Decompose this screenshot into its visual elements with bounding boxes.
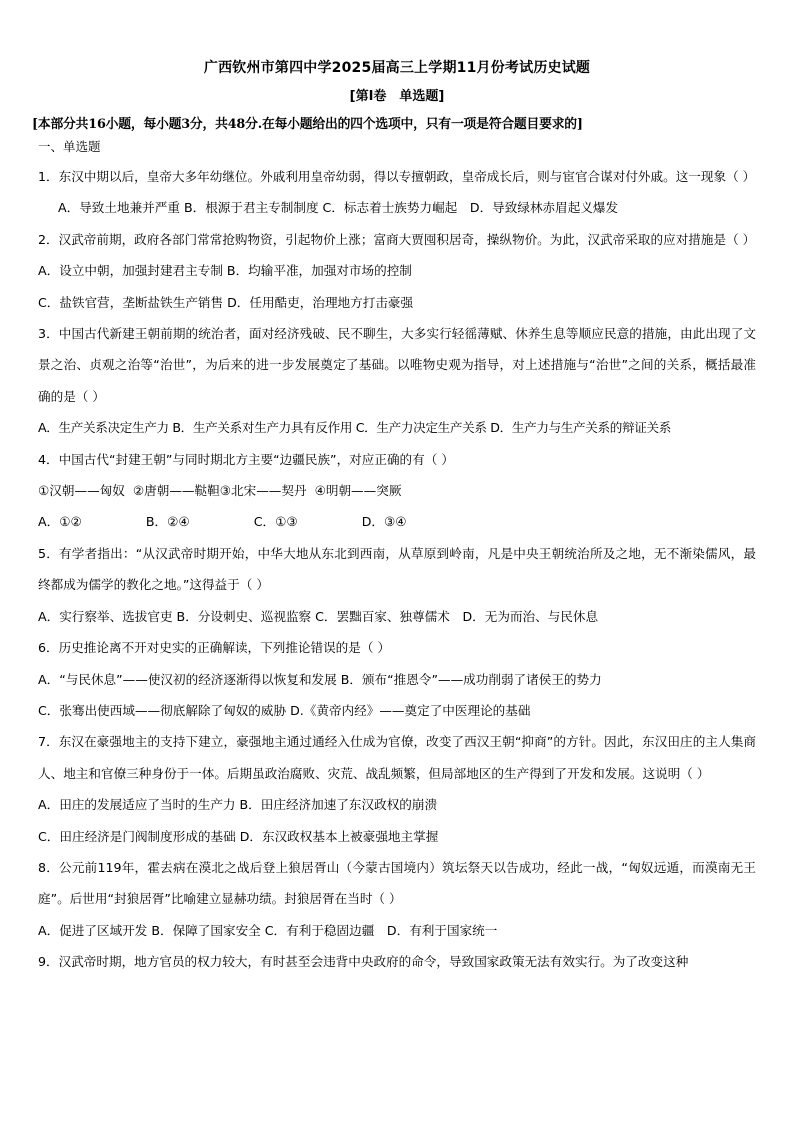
question-options: A．生产关系决定生产力 B．生产关系对生产力具有反作用 C．生产力决定生产关系 D．生产力与生产关系的辩证关系: [38, 420, 672, 436]
question-9: [38, 946, 756, 977]
section-heading: 一、单选题: [38, 139, 101, 154]
question-stem: 7．东汉在豪强地主的支持下建立，豪强地主通过通经入仕成为官僚，改变了西汉王朝“抑商”的方针。因此，东汉田庄的主人集商人、地主和官僚三种身份于一体。后期虽政治腐败、灾荒、战乱频繁，但局部地区的生产得到了开发和发展。这说明（ ）: [38, 734, 756, 781]
part-heading: [第Ⅰ卷 单选题]: [349, 89, 445, 104]
question-4: [38, 444, 756, 538]
question-7: [38, 726, 756, 852]
question-options: A．促进了区域开发 B．保障了国家安全 C．有利于稳固边疆 D．有利于国家统一: [38, 922, 498, 938]
question-stem: 5．有学者指出：“从汉武帝时期开始，中华大地从东北到西南，从草原到岭南，凡是中央王朝统治所及之地，无不渐染儒风，最终都成为儒学的教化之地。”这得益于（ ）: [38, 545, 756, 593]
question-option-line: C．张骞出使西域——彻底解除了匈奴的威胁 D.《黄帝内经》——奠定了中医理论的基础: [38, 702, 531, 718]
question-stem: 3．中国古代新建王朝前期的统治者，面对经济残破、民不聊生，大多实行轻徭薄赋、休养生息等顺应民意的措施，由此出现了文景之治、贞观之治等“治世”，为后来的进一步发展奠定了基础。以唯物史观为指导，对上述措施与“治世”之间的关系，概括最准确的是（ ）: [38, 326, 756, 404]
question-stem: 6．历史推论离不开对史实的正确解读，下列推论错误的是（ ）: [38, 640, 391, 656]
question-2: [38, 224, 756, 318]
question-stem: 8．公元前119年，霍去病在漠北之战后登上狼居胥山（今蒙古国境内）筑坛祭天以告成功，经此一战，“匈奴远遁，而漠南无王庭”。后世用“封狼居胥”比喻建立显赫功绩。封狼居胥在当时（ ）: [38, 859, 756, 907]
question-options: A．实行察举、选拔官吏 B．分设刺史、巡视监察 C．罢黜百家、独尊儒术 D．无为而治、与民休息: [38, 608, 599, 624]
exam-title: 广西钦州市第四中学2025届高三上学期11月份考试历史试题: [203, 60, 591, 76]
question-option-line: A．“与民休息”——使汉初的经济逐渐得以恢复和发展 B．颁布“推恩令”——成功削弱了诸侯王的势力: [38, 671, 602, 687]
question-option-line: A．田庄的发展适应了当时的生产力 B．田庄经济加速了东汉政权的崩溃: [38, 797, 438, 813]
question-1: [38, 161, 756, 224]
question-3: [38, 318, 756, 444]
question-options: A．①② B．②④ C．①③ D．③④: [38, 514, 407, 530]
question-stem: 9．汉武帝时期，地方官员的权力较大，有时甚至会违背中央政府的命令，导致国家政策无法有效实行。为了改变这种: [38, 954, 689, 970]
question-stem: 4．中国古代“封建王朝”与同时期北方主要“边疆民族”，对应正确的有（ ）: [38, 451, 454, 467]
question-stem: 2．汉武帝前期，政府各部门常常抢购物资，引起物价上涨；富商大贾囤积居奇，操纵物价。为此，汉武帝采取的应对措施是（ ）: [38, 231, 756, 247]
question-stem: 1．东汉中期以后，皇帝大多年幼继位。外戚利用皇帝幼弱，得以专擅朝政，皇帝成长后，则与宦官合谋对付外戚。这一现象（ ）: [38, 169, 756, 184]
part-instructions: [本部分共16小题，每小题3分，共48分.在每小题给出的四个选项中，只有一项是符合题目要求的]: [32, 117, 583, 132]
question-options: A．导致土地兼并严重 B．根源于君主专制制度 C．标志着士族势力崛起 D．导致绿林赤眉起义爆发: [58, 200, 619, 216]
question-8: [38, 852, 756, 946]
question-6: [38, 632, 756, 726]
question-option-line: C．田庄经济是门阀制度形成的基础 D．东汉政权基本上被豪强地主掌握: [38, 828, 439, 844]
question-items: ①汉朝——匈奴 ②唐朝——鞑靼③北宋——契丹 ④明朝——突厥: [38, 483, 402, 499]
question-5: [38, 538, 756, 632]
question-option-line: A．设立中朝，加强封建君主专制 B．均输平准，加强对市场的控制: [38, 263, 412, 279]
question-option-line: C．盐铁官营，垄断盐铁生产销售 D．任用酷吏，治理地方打击豪强: [38, 294, 414, 310]
